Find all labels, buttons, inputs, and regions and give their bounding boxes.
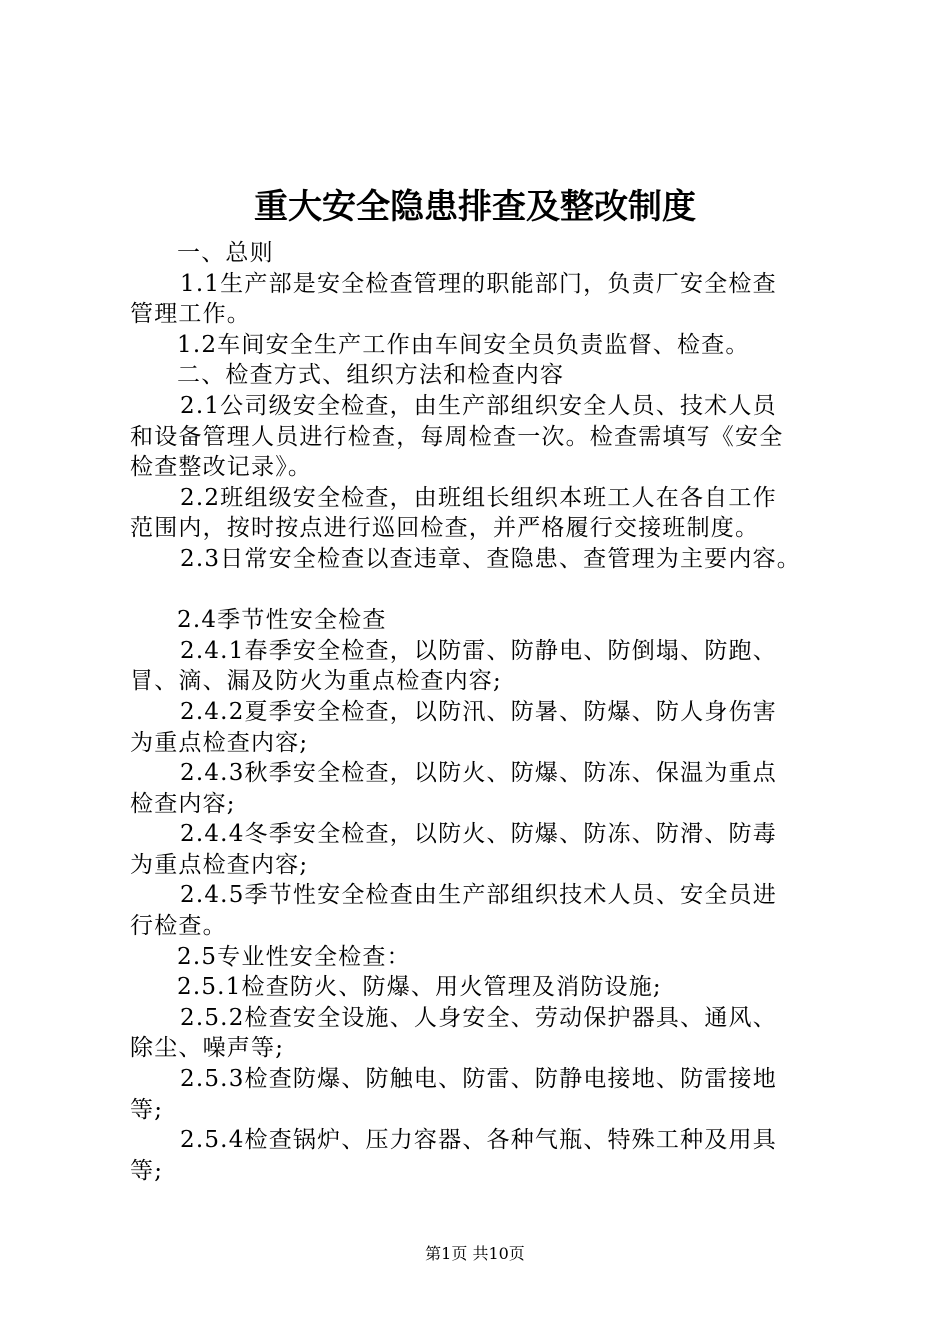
- paragraph-line: 为重点检查内容;: [130, 851, 309, 878]
- paragraph-line: 2.4.3秋季安全检查，以防火、防爆、防冻、保温为重点: [180, 760, 777, 787]
- paragraph-line: 2.3日常安全检查以查违章、查隐患、查管理为主要内容。: [180, 545, 801, 572]
- paragraph-line: 2.5.1检查防火、防爆、用火管理及消防设施;: [177, 974, 662, 1001]
- paragraph-line: 除尘、噪声等;: [130, 1035, 285, 1062]
- document-title: 重大安全隐患排查及整改制度: [254, 187, 696, 227]
- paragraph-line: 2.4.4冬季安全检查，以防火、防爆、防冻、防滑、防毒: [180, 821, 777, 848]
- paragraph-line: 等;: [130, 1157, 164, 1184]
- paragraph-line: 2.4.1春季安全检查，以防雷、防静电、防倒塌、防跑、: [180, 637, 777, 664]
- paragraph-line: 检查整改记录》。: [130, 454, 313, 481]
- section-heading: 二、检查方式、组织方法和检查内容: [177, 362, 565, 389]
- paragraph-line: 和设备管理人员进行检查，每周检查一次。检查需填写《安全: [130, 423, 784, 450]
- paragraph-line: 冒、滴、漏及防火为重点检查内容;: [130, 668, 502, 695]
- paragraph-line: 检查内容;: [130, 790, 236, 817]
- paragraph-line: 2.5.3检查防爆、防触电、防雷、防静电接地、防雷接地: [180, 1066, 777, 1093]
- paragraph-line: 2.4.5季节性安全检查由生产部组织技术人员、安全员进: [180, 882, 777, 909]
- paragraph-line: 2.1公司级安全检查，由生产部组织安全人员、技术人员: [180, 392, 777, 419]
- document-body: [130, 238, 846, 1186]
- page-number-footer: 第1页 共10页: [425, 1244, 525, 1263]
- section-heading: 一、总则: [177, 240, 274, 266]
- paragraph-line: 2.4季节性安全检查: [177, 607, 387, 634]
- paragraph-line: 行检查。: [130, 913, 227, 940]
- paragraph-line: 2.5专业性安全检查：: [177, 943, 411, 970]
- paragraph-line: 等;: [130, 1096, 164, 1123]
- paragraph-line: 范围内，按时按点进行巡回检查，并严格履行交接班制度。: [130, 515, 760, 542]
- paragraph-line: 2.5.2检查安全设施、人身安全、劳动保护器具、通风、: [180, 1004, 777, 1031]
- blank-line: [130, 575, 846, 606]
- paragraph-line: 1.2车间安全生产工作由车间安全员负责监督、检查。: [177, 331, 750, 358]
- paragraph-line: 为重点检查内容;: [130, 729, 309, 756]
- paragraph-line: 2.5.4检查锅炉、压力容器、各种气瓶、特殊工种及用具: [180, 1127, 777, 1154]
- paragraph-line: 管理工作。: [130, 301, 251, 328]
- paragraph-line: 2.2班组级安全检查，由班组长组织本班工人在各自工作: [180, 484, 777, 511]
- paragraph-line: 2.4.2夏季安全检查，以防汛、防暑、防爆、防人身伤害: [180, 698, 777, 725]
- paragraph-line: 1.1生产部是安全检查管理的职能部门，负责厂安全检查: [180, 270, 777, 297]
